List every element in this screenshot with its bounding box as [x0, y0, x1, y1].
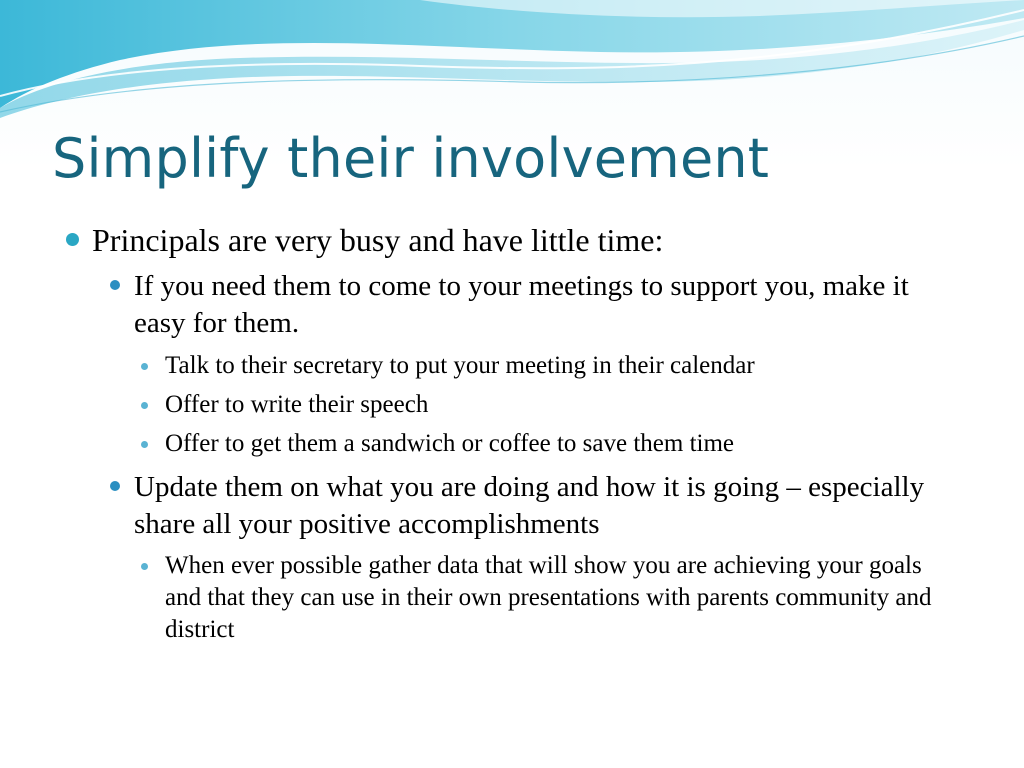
bullet-text: Offer to get them a sandwich or coffee to save them time [165, 430, 735, 457]
bullet-dot-icon [66, 233, 79, 246]
bullet-item [92, 221, 972, 259]
bullet-item [134, 469, 964, 543]
bullet-dot-icon [110, 280, 120, 290]
bullet-text: Talk to their secretary to put your meeting in their calendar [165, 352, 755, 379]
bullet-dot-icon [141, 402, 148, 409]
bullet-text: When ever possible gather data that will show you are achieving your goals and that they can use in their own presentations with parents community and district [165, 552, 932, 643]
bullet-item [134, 268, 964, 342]
bullet-text: Update them on what you are doing and how it is going – especially share all your positive accomplishments [134, 471, 925, 540]
bullet-item [165, 428, 955, 460]
bullet-dot-icon [141, 363, 148, 370]
bullet-dot-icon [141, 563, 148, 570]
bullet-dot-icon [141, 441, 148, 448]
bullet-text: If you need them to come to your meetings to support you, make it easy for them. [134, 270, 909, 339]
slide-title: Simplify their involvement [52, 127, 770, 190]
decorative-wave-header [0, 0, 1024, 130]
bullet-item [165, 550, 955, 646]
bullet-item [165, 389, 955, 421]
bullet-item [165, 350, 955, 382]
bullet-text: Principals are very busy and have little time: [92, 222, 664, 258]
bullet-dot-icon [110, 481, 120, 491]
bullet-text: Offer to write their speech [165, 391, 429, 418]
